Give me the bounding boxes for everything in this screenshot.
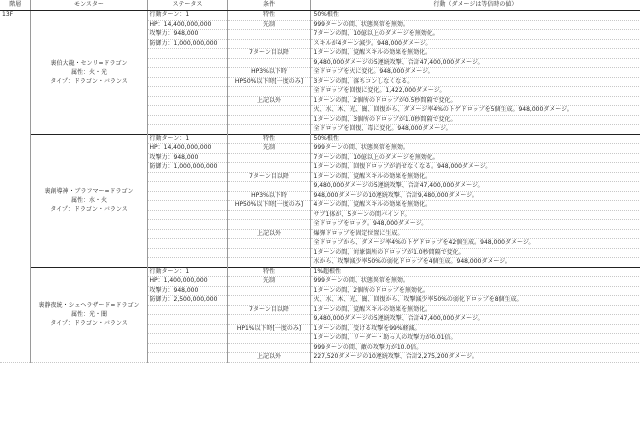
monster-type: タイプ：ドラゴン・バランス bbox=[50, 206, 128, 213]
action-cell: 1ターンの間、2個所のドロップが0.5秒間隔で変化。 bbox=[310, 96, 640, 106]
action-cell: 9,480,000ダメージの5連続攻撃、合計47,400,000ダメージ。 bbox=[310, 58, 640, 68]
condition-cell bbox=[227, 296, 310, 306]
monster-attribute: 属性：水・火 bbox=[70, 197, 107, 204]
condition-cell bbox=[227, 115, 310, 125]
condition-cell: 先制 bbox=[227, 144, 310, 154]
status-cell bbox=[147, 106, 227, 116]
header-monster: モンスター bbox=[30, 0, 147, 11]
action-cell: 9,480,000ダメージの5連続攻撃、合計47,400,000ダメージ。 bbox=[310, 182, 640, 192]
status-cell bbox=[147, 229, 227, 239]
status-cell bbox=[147, 68, 227, 78]
action-cell: 50%根性 bbox=[310, 11, 640, 21]
condition-cell bbox=[227, 210, 310, 220]
condition-cell: 7ターン目以降 bbox=[227, 49, 310, 59]
status-cell bbox=[147, 58, 227, 68]
condition-cell bbox=[227, 334, 310, 344]
action-cell: 火、水、木、光、闇、回復から、攻撃減少率50%の弱化ドロップを8個生成。 bbox=[310, 296, 640, 306]
status-cell: HP：14,400,000,000 bbox=[147, 20, 227, 30]
status-cell bbox=[147, 125, 227, 135]
status-cell bbox=[147, 77, 227, 87]
status-cell bbox=[147, 201, 227, 211]
condition-cell: 先制 bbox=[227, 20, 310, 30]
status-cell: 攻撃力：948,000 bbox=[147, 153, 227, 163]
action-cell: 水から、攻撃減少率50%の弱化ドロップを4個生成。948,000ダメージ。 bbox=[310, 258, 640, 268]
status-cell: HP：14,400,000,000 bbox=[147, 144, 227, 154]
monster-type: タイプ：ドラゴン・バランス bbox=[50, 320, 128, 327]
status-cell: 行動ターン：1 bbox=[147, 134, 227, 144]
status-cell bbox=[147, 191, 227, 201]
action-cell: 全ドロップを回復に変化。1,422,000ダメージ。 bbox=[310, 87, 640, 97]
condition-cell: HP50%以下時[一度のみ] bbox=[227, 201, 310, 211]
action-cell: 爆弾ドロップを固定位置に生成。 bbox=[310, 229, 640, 239]
action-cell: 全ドロップから、ダメージ率4%のトゲドロップを42個生成。948,000ダメージ。 bbox=[310, 239, 640, 249]
condition-cell bbox=[227, 163, 310, 173]
condition-cell bbox=[227, 220, 310, 230]
condition-cell: HP50%以下時[一度のみ] bbox=[227, 77, 310, 87]
status-cell bbox=[147, 305, 227, 315]
table-row bbox=[0, 134, 640, 144]
condition-cell: 先制 bbox=[227, 277, 310, 287]
status-cell bbox=[147, 343, 227, 353]
condition-cell: HP3%以下時 bbox=[227, 68, 310, 78]
condition-cell: HP3%以下時 bbox=[227, 191, 310, 201]
condition-cell: 7ターン目以降 bbox=[227, 172, 310, 182]
condition-cell bbox=[227, 153, 310, 163]
floor-cell: 13F bbox=[0, 11, 30, 363]
status-cell bbox=[147, 239, 227, 249]
status-cell: HP：1,400,000,000 bbox=[147, 277, 227, 287]
action-cell: 1ターンの間、覚醒スキルの効果を無効化。 bbox=[310, 305, 640, 315]
monster-name: 裏静夜統・シェヘラザード=ドラゴン bbox=[38, 302, 140, 309]
action-cell: 1ターンの間、受ける攻撃を99%軽減。 bbox=[310, 324, 640, 334]
condition-cell bbox=[227, 286, 310, 296]
condition-cell bbox=[227, 258, 310, 268]
action-cell: 999ターンの間、敵の攻撃力が10.0倍。 bbox=[310, 343, 640, 353]
condition-cell bbox=[227, 125, 310, 135]
monster-cell bbox=[30, 267, 147, 362]
action-cell: 1ターンの間、回復ドロップが消せなくなる。948,000ダメージ。 bbox=[310, 163, 640, 173]
condition-cell: 上記以外 bbox=[227, 96, 310, 106]
status-cell bbox=[147, 87, 227, 97]
status-cell bbox=[147, 248, 227, 258]
action-cell: 4ターンの間、覚醒スキルの効果を無効化。 bbox=[310, 201, 640, 211]
status-cell bbox=[147, 324, 227, 334]
status-cell bbox=[147, 172, 227, 182]
status-cell bbox=[147, 353, 227, 363]
condition-cell bbox=[227, 58, 310, 68]
action-cell: 1ターンの間、覚醒スキルの効果を無効化。 bbox=[310, 172, 640, 182]
action-cell: 3ターンの間、落ちコンしなくなる。 bbox=[310, 77, 640, 87]
condition-cell bbox=[227, 39, 310, 49]
header-row bbox=[0, 0, 640, 11]
monster-cell bbox=[30, 134, 147, 267]
condition-cell bbox=[227, 315, 310, 325]
monster-cell bbox=[30, 11, 147, 135]
condition-cell: 上記以外 bbox=[227, 353, 310, 363]
condition-cell: 特性 bbox=[227, 11, 310, 21]
header-action: 行動（ダメージは等倍時の値） bbox=[310, 0, 640, 11]
monster-type: タイプ：ドラゴン・バランス bbox=[50, 77, 128, 85]
status-cell: 行動ターン：1 bbox=[147, 267, 227, 277]
table-row bbox=[0, 267, 640, 277]
status-cell bbox=[147, 258, 227, 268]
status-cell bbox=[147, 334, 227, 344]
header-floor: 階層 bbox=[0, 0, 30, 11]
action-cell: スキルが4ターン減少。948,000ダメージ。 bbox=[310, 39, 640, 49]
header-condition: 条件 bbox=[227, 0, 310, 11]
header-status: ステータス bbox=[147, 0, 227, 11]
condition-cell: 上記以外 bbox=[227, 229, 310, 239]
monster-name: 裏伯大龍・センリ=ドラゴン bbox=[50, 59, 128, 67]
condition-cell: 特性 bbox=[227, 134, 310, 144]
condition-cell bbox=[227, 239, 310, 249]
status-cell: 防御力：2,500,000,000 bbox=[147, 296, 227, 306]
action-cell: 948,000ダメージの10連続攻撃、合計9,480,000ダメージ。 bbox=[310, 191, 640, 201]
status-cell: 防御力：1,000,000,000 bbox=[147, 39, 227, 49]
status-cell: 攻撃力：948,000 bbox=[147, 30, 227, 40]
action-cell: 999ターンの間、状態異常を無効。 bbox=[310, 20, 640, 30]
condition-cell bbox=[227, 106, 310, 116]
condition-cell: HP1%以下時[一度のみ] bbox=[227, 324, 310, 334]
status-cell bbox=[147, 220, 227, 230]
condition-cell: 7ターン目以降 bbox=[227, 305, 310, 315]
action-cell: 全ドロップを火に変化。948,000ダメージ。 bbox=[310, 68, 640, 78]
condition-cell bbox=[227, 87, 310, 97]
action-cell: 全ドロップをロック。948,000ダメージ。 bbox=[310, 220, 640, 230]
action-cell: 999ターンの間、状態異常を無効。 bbox=[310, 144, 640, 154]
status-cell bbox=[147, 210, 227, 220]
action-cell: 火、水、木、光、闇、回復から、ダメージ率4%のトゲドロップを5個生成。948,000ダメージ。 bbox=[310, 106, 640, 116]
status-cell bbox=[147, 49, 227, 59]
status-cell: 防御力：1,000,000,000 bbox=[147, 163, 227, 173]
action-cell: 227,520ダメージの10連続攻撃、合計2,275,200ダメージ。 bbox=[310, 353, 640, 363]
action-cell: 1ターンの間、3個所のドロップが1.0秒間隔で変化。 bbox=[310, 115, 640, 125]
action-cell: 1ターンの間、覚醒スキルの効果を無効化。 bbox=[310, 49, 640, 59]
status-cell: 攻撃力：948,000 bbox=[147, 286, 227, 296]
action-cell: 1ターンの間、対象箇所のドロップが1.0秒間隔で変化。 bbox=[310, 248, 640, 258]
table-row bbox=[0, 11, 640, 21]
status-cell bbox=[147, 115, 227, 125]
action-cell: 9,480,000ダメージの5連続攻撃、合計47,400,000ダメージ。 bbox=[310, 315, 640, 325]
condition-cell bbox=[227, 343, 310, 353]
action-cell: 7ターンの間、10億以上のダメージを無効化。 bbox=[310, 30, 640, 40]
action-cell: 1ターンの間、2個所のドロップを無効化。 bbox=[310, 286, 640, 296]
status-cell bbox=[147, 315, 227, 325]
action-cell: サブ1体が、5ターンの間バインド。 bbox=[310, 210, 640, 220]
action-cell: 50%根性 bbox=[310, 134, 640, 144]
condition-cell bbox=[227, 30, 310, 40]
monster-attribute: 属性：光・闇 bbox=[70, 311, 107, 318]
condition-cell: 特性 bbox=[227, 267, 310, 277]
action-cell: 999ターンの間、状態異常を無効。 bbox=[310, 277, 640, 287]
action-cell: 1%超根性 bbox=[310, 267, 640, 277]
monster-name: 裏創導神・ブラフマー=ドラゴン bbox=[44, 188, 134, 195]
action-cell: 7ターンの間、10億以上のダメージを無効化。 bbox=[310, 153, 640, 163]
condition-cell bbox=[227, 182, 310, 192]
condition-cell bbox=[227, 248, 310, 258]
status-cell bbox=[147, 182, 227, 192]
monster-attribute: 属性：火・光 bbox=[70, 68, 107, 76]
status-cell bbox=[147, 96, 227, 106]
status-cell: 行動ターン：1 bbox=[147, 11, 227, 21]
action-cell: 全ドロップを回復、毒に変化。948,000ダメージ。 bbox=[310, 125, 640, 135]
action-cell: 1ターンの間、リーダー・助っ人の攻撃力が0.01倍。 bbox=[310, 334, 640, 344]
